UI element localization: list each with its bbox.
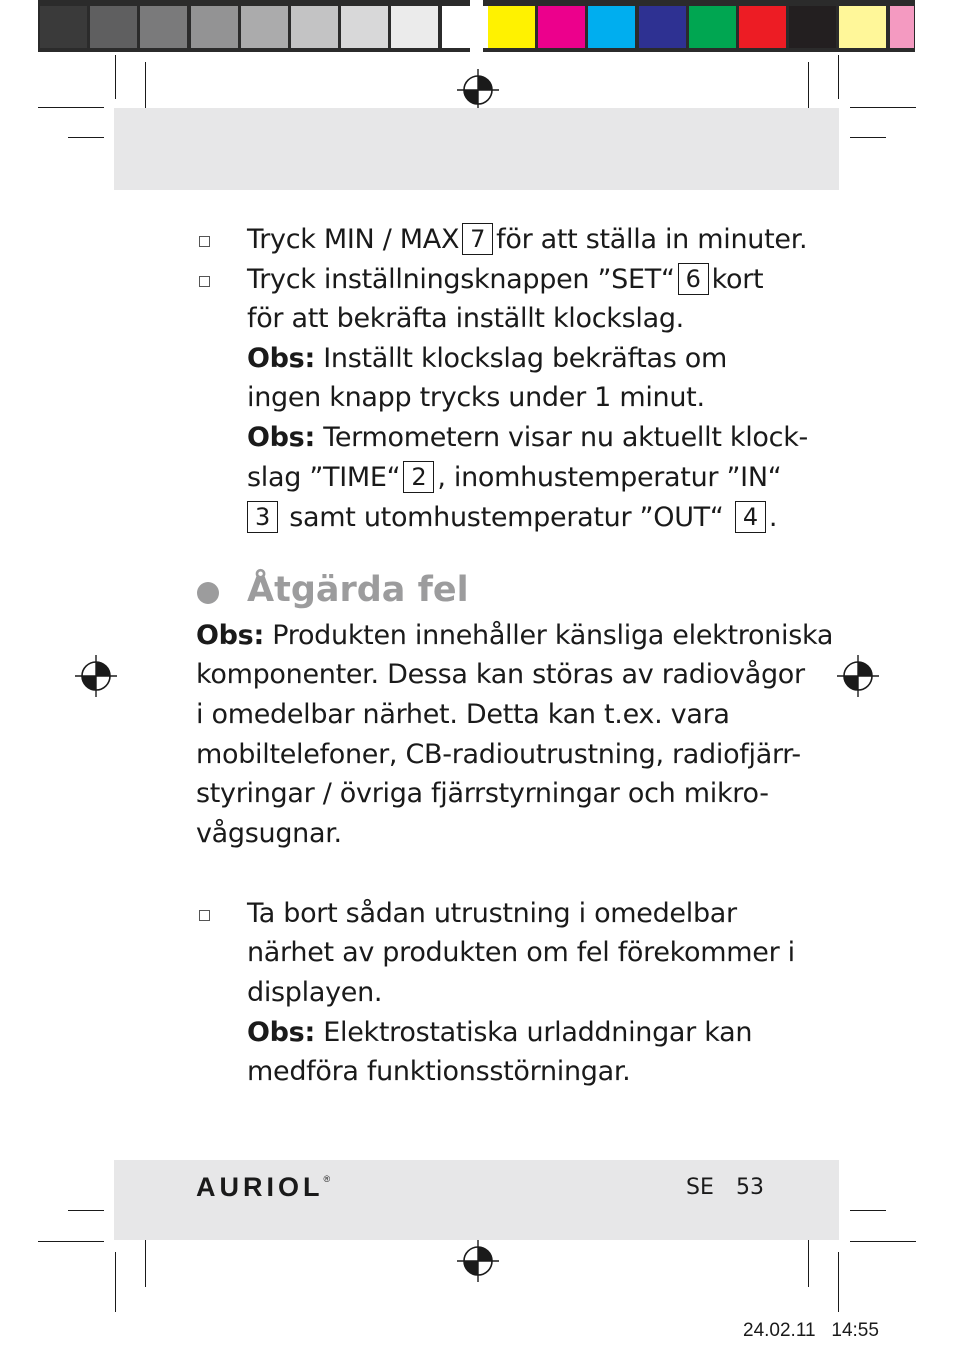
crop-mark: [838, 55, 839, 99]
key-ref-2: 2: [403, 461, 434, 493]
gray-swatch: [241, 6, 288, 48]
color-swatch: [639, 6, 686, 48]
registration-mark-icon: [837, 655, 879, 697]
gray-swatch: [442, 6, 489, 48]
crop-mark: [850, 137, 886, 138]
color-swatch: [739, 6, 786, 48]
obs-label: Obs:: [247, 422, 315, 453]
color-swatch: [538, 6, 585, 48]
step-set: [247, 260, 763, 300]
color-swatch: [488, 6, 535, 48]
gray-swatch: [191, 6, 238, 48]
color-swatch: [588, 6, 635, 48]
crop-mark: [850, 1210, 886, 1211]
crop-mark: [68, 1210, 104, 1211]
color-swatch: [789, 6, 836, 48]
header-band: [114, 108, 839, 190]
paragraph-line: mobiltelefoner, CB-radioutrustning, radiofjärr-: [196, 739, 801, 770]
gray-swatch: [291, 6, 338, 48]
gray-swatch: [341, 6, 388, 48]
print-timestamp: 24.02.11 14:55: [743, 1320, 879, 1341]
step-remove-line2: närhet av produkten om fel förekommer i: [247, 937, 795, 968]
obs-label: Obs:: [247, 343, 315, 374]
note-text: , inomhustemperatur ”IN“: [437, 462, 782, 493]
crop-mark: [145, 1232, 146, 1287]
checkbox-bullet-icon: [199, 276, 210, 287]
note-thermometer: [247, 418, 808, 458]
brand-name: AURIOL: [196, 1172, 324, 1202]
step-remove: Ta bort sådan utrustning i omedelbar: [247, 898, 737, 929]
step-text: för att ställa in minuter.: [496, 224, 808, 255]
paragraph-text: Produkten innehåller känsliga elektroniska: [272, 620, 834, 651]
paragraph-line: [196, 616, 833, 656]
paragraph-line: vågsugnar.: [196, 818, 342, 849]
paragraph-line: i omedelbar närhet. Detta kan t.ex. vara: [196, 699, 730, 730]
crop-mark: [808, 1232, 809, 1287]
color-swatch: [689, 6, 736, 48]
note-electrostatic-line2: medföra funktionsstörningar.: [247, 1056, 631, 1087]
gray-swatch: [90, 6, 137, 48]
step-remove-line3: displayen.: [247, 977, 383, 1008]
step-set-line2: för att bekräfta inställt klockslag.: [247, 303, 684, 334]
note-text: Termometern visar nu aktuellt klock-: [323, 422, 808, 453]
step-text: Tryck MIN / MAX: [247, 224, 460, 255]
language-code: SE: [686, 1175, 714, 1200]
registration-mark-icon: [457, 69, 499, 111]
note-text: .: [768, 502, 778, 533]
key-ref-7: 7: [462, 223, 493, 255]
note-thermometer-line3: [247, 498, 777, 538]
gray-swatch: [391, 6, 438, 48]
crop-mark: [850, 1241, 916, 1242]
obs-label: Obs:: [196, 620, 264, 651]
registration-mark-icon: [75, 655, 117, 697]
brand-logo: [196, 1172, 330, 1203]
step-text: Tryck inställningsknappen ”SET“: [247, 264, 675, 295]
note-text: slag ”TIME“: [247, 462, 401, 493]
note-text: samt utomhustemperatur ”OUT“: [289, 502, 724, 533]
note-electrostatic: [247, 1013, 752, 1053]
crop-mark: [38, 107, 104, 108]
section-heading: Åtgärda fel: [247, 570, 469, 610]
color-swatch: [839, 6, 886, 48]
paragraph-line: komponenter. Dessa kan störas av radiovågor: [196, 659, 805, 690]
registration-mark-icon: [457, 1240, 499, 1282]
key-ref-3: 3: [247, 501, 278, 533]
gray-swatch: [140, 6, 187, 48]
crop-mark: [838, 1252, 839, 1312]
note-confirm-line2: ingen knapp trycks under 1 minut.: [247, 382, 705, 413]
page-number: 53: [736, 1175, 764, 1200]
key-ref-4: 4: [735, 501, 766, 533]
crop-mark: [850, 107, 916, 108]
note-thermometer-line2: [247, 458, 781, 498]
note-text: Inställt klockslag bekräftas om: [323, 343, 728, 374]
section-bullet-icon: [197, 582, 219, 604]
note-text: Elektrostatiska urladdningar kan: [323, 1017, 753, 1048]
checkbox-bullet-icon: [199, 910, 210, 921]
obs-label: Obs:: [247, 1017, 315, 1048]
step-text: kort: [711, 264, 764, 295]
checkbox-bullet-icon: [199, 236, 210, 247]
color-swatch: [890, 6, 914, 48]
crop-mark: [38, 1241, 104, 1242]
crop-mark: [115, 55, 116, 99]
step-min-max: [247, 220, 807, 260]
paragraph-line: styringar / övriga fjärrstyrningar och mikro-: [196, 778, 769, 809]
gray-swatch: [40, 6, 87, 48]
registered-mark: ®: [323, 1174, 331, 1184]
crop-mark: [115, 1252, 116, 1312]
note-confirm: [247, 339, 727, 379]
crop-mark: [68, 137, 104, 138]
key-ref-6: 6: [678, 263, 709, 295]
